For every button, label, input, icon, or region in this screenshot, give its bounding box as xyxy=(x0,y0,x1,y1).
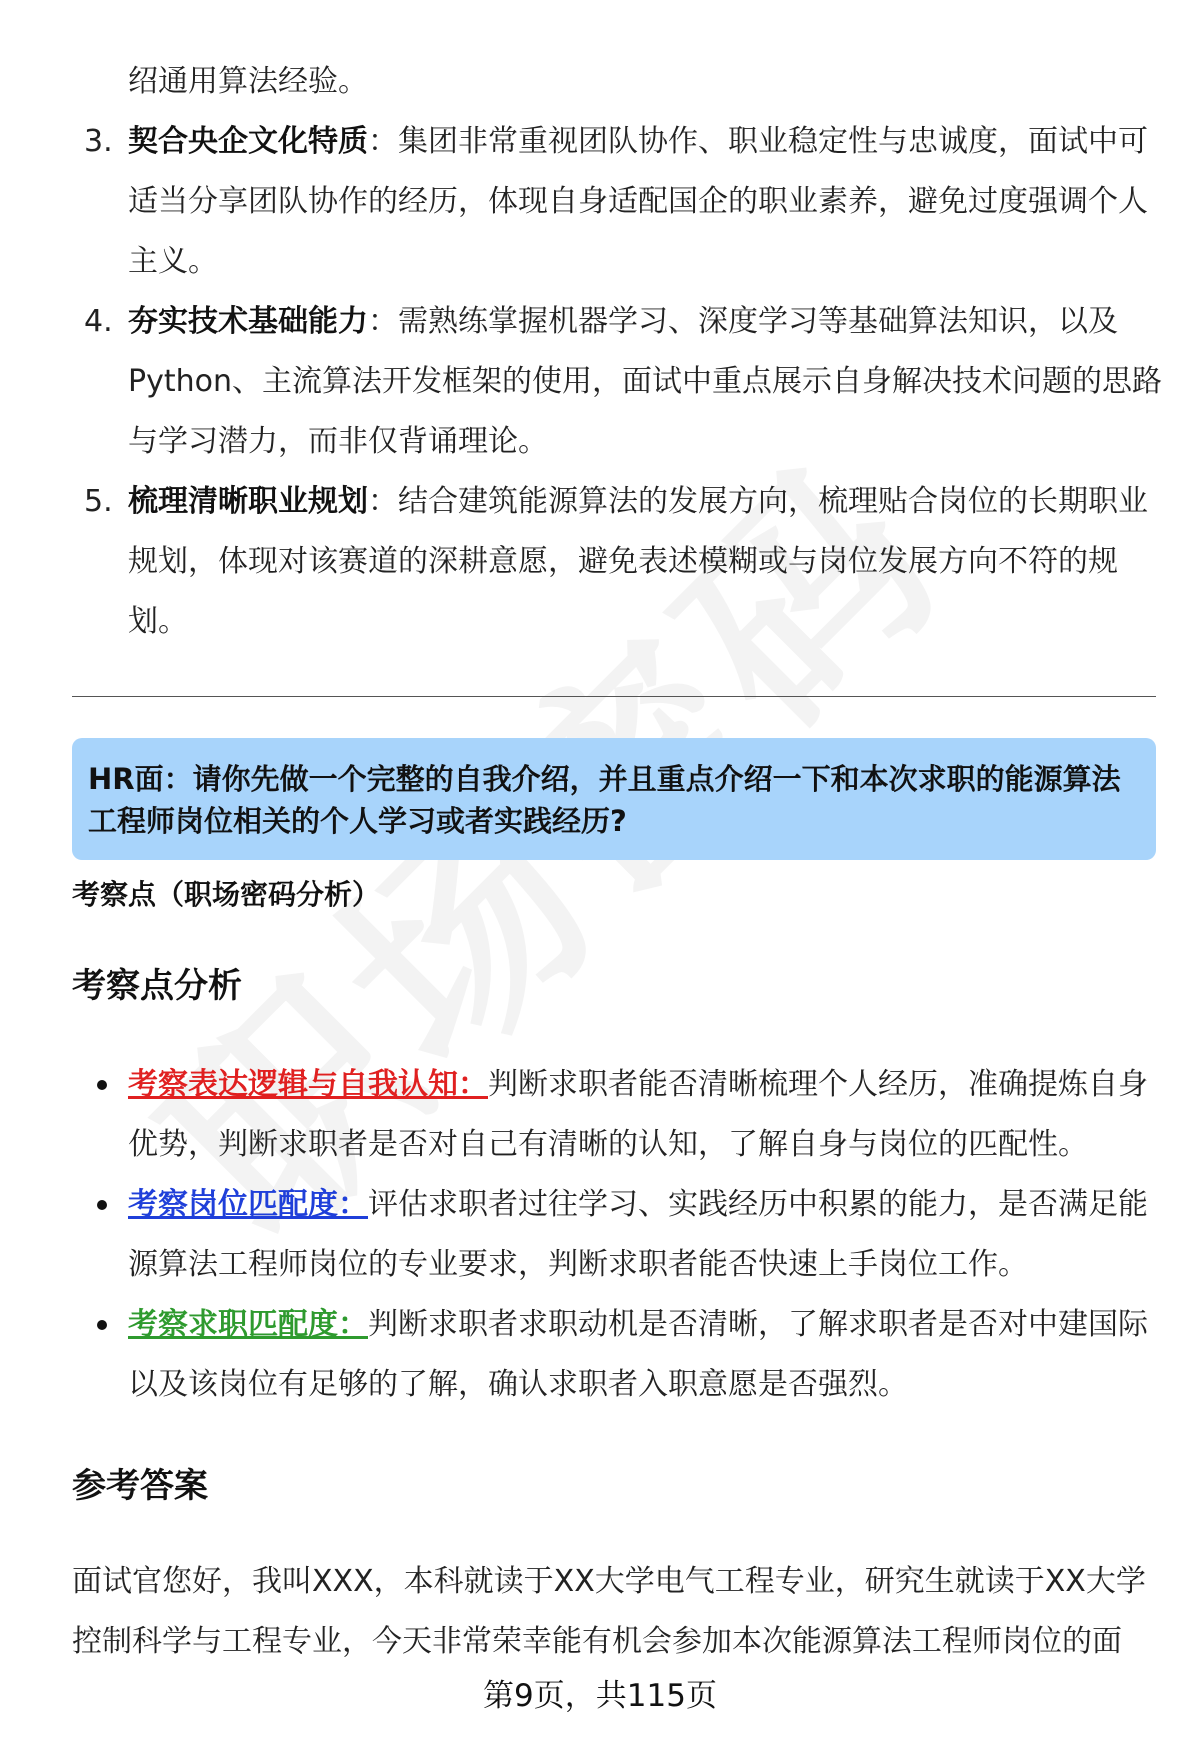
continuation-text: 绍通用算法经验。 xyxy=(128,64,368,99)
bullet-dot xyxy=(97,1320,107,1330)
list-number: 5. xyxy=(84,484,113,519)
list-item-title: 梳理清晰职业规划 xyxy=(128,484,368,519)
list-item-text: ：集团非常重视团队协作、职业稳定性与忠诚度，面试中可适当分享团队协作的经历，体现自身适配国企的职业素养，避免过度强调个人主义。 xyxy=(128,124,1148,279)
bullet-keyword: 考察岗位匹配度： xyxy=(128,1187,368,1222)
answer-text: 面试官您好，我叫XXX，本科就读于XX大学电气工程专业，研究生就读于XX大学控制科学与工程专业，今天非常荣幸能有机会参加本次能源算法工程师岗位的面 xyxy=(72,1564,1146,1659)
list-item-title: 夯实技术基础能力 xyxy=(128,304,368,339)
bullet-item xyxy=(72,1055,1168,1175)
list-number: 4. xyxy=(84,304,113,339)
question-text: HR面：请你先做一个完整的自我介绍，并且重点介绍一下和本次求职的能源算法工程师岗位相关的个人学习或者实践经历? xyxy=(88,762,1121,838)
question-box xyxy=(72,738,1156,860)
numbered-list xyxy=(72,112,1168,652)
analysis-heading: 考察点分析 xyxy=(72,966,242,1006)
list-item-text: ：需熟练掌握机器学习、深度学习等基础算法知识，以及Python、主流算法开发框架的使用，面试中重点展示自身解决技术问题的思路与学习潜力，而非仅背诵理论。 xyxy=(128,304,1162,459)
page-number: 第9页，共115页 xyxy=(483,1678,717,1714)
list-item xyxy=(72,472,1168,652)
bullet-text: 判断求职者求职动机是否清晰，了解求职者是否对中建国际以及该岗位有足够的了解，确认求职者入职意愿是否强烈。 xyxy=(128,1307,1148,1402)
bullet-text: 判断求职者能否清晰梳理个人经历，准确提炼自身优势，判断求职者是否对自己有清晰的认知，了解自身与岗位的匹配性。 xyxy=(128,1067,1148,1162)
list-item xyxy=(72,292,1168,472)
list-item-title: 契合央企文化特质 xyxy=(128,124,368,159)
list-item xyxy=(72,112,1168,292)
bullet-keyword: 考察求职匹配度： xyxy=(128,1307,368,1342)
answer-heading: 参考答案 xyxy=(72,1466,208,1506)
list-number: 3. xyxy=(84,124,113,159)
list-item-text: ：结合建筑能源算法的发展方向，梳理贴合岗位的长期职业规划，体现对该赛道的深耕意愿，避免表述模糊或与岗位发展方向不符的规划。 xyxy=(128,484,1148,639)
bullet-dot xyxy=(97,1080,107,1090)
bullet-dot xyxy=(97,1200,107,1210)
section-divider xyxy=(72,696,1156,697)
bullet-item xyxy=(72,1295,1168,1415)
bullet-text: 评估求职者过往学习、实践经历中积累的能力，是否满足能源算法工程师岗位的专业要求，判断求职者能否快速上手岗位工作。 xyxy=(128,1187,1148,1282)
bullet-keyword: 考察表达逻辑与自我认知： xyxy=(128,1067,488,1102)
subheading: 考察点（职场密码分析） xyxy=(72,878,381,911)
bullet-list xyxy=(72,1055,1168,1415)
bullet-item xyxy=(72,1175,1168,1295)
